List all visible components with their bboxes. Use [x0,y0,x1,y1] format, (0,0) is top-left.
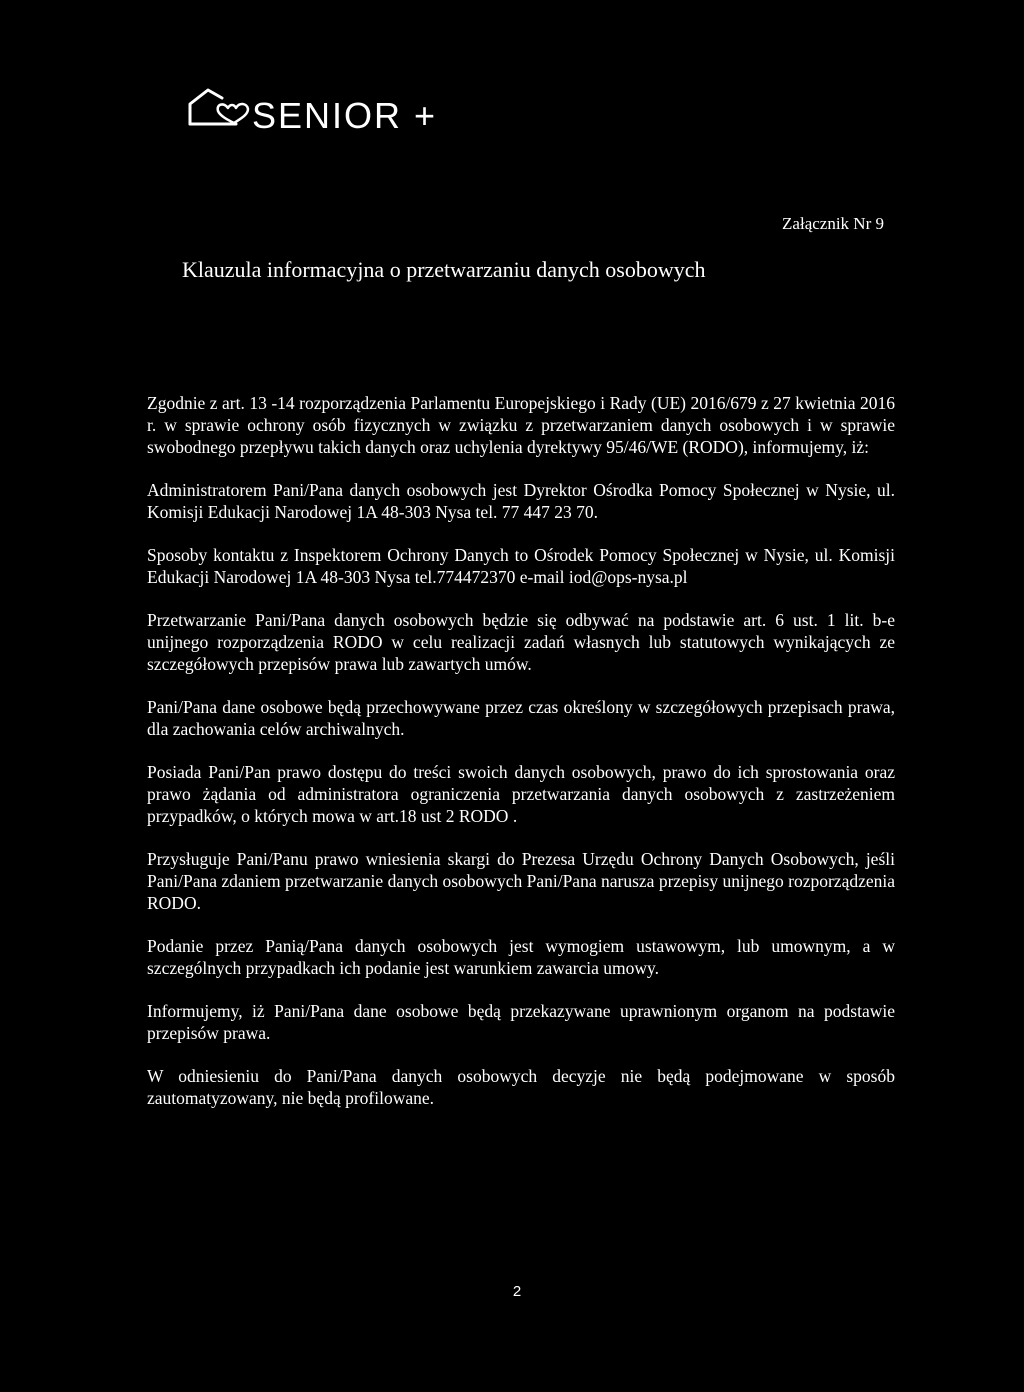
paragraph-legal-basis: Zgodnie z art. 13 -14 rozporządzenia Parlamentu Europejskiego i Rady (UE) 2016/679 z 27 kwietnia 2016 r. w sprawie ochrony osób fizycznych w związku z przetwarzaniem danych osobowych i w sprawie swobodnego przepływu takich danych oraz uchylenia dyrektywy 95/46/WE (RODO), informujemy, iż: [147,393,895,457]
paragraph-requirement: Podanie przez Panią/Pana danych osobowych jest wymogiem ustawowym, lub umownym, a w szczególnych przypadkach ich podanie jest warunkiem zawarcia umowy. [147,936,895,978]
paragraph-automated-decisions: W odniesieniu do Pani/Pana danych osobowych decyzje nie będą podejmowane w sposób zautomatyzowany, nie będą profilowane. [147,1066,895,1108]
page-number: 2 [512,1283,522,1300]
document-body [147,392,895,1130]
paragraph-complaint: Przysługuje Pani/Panu prawo wniesienia skargi do Prezesa Urzędu Ochrony Danych Osobowych, jeśli Pani/Pana zdaniem przetwarzanie danych osobowych Pani/Pana narusza przepisy unijnego rozporządzenia RODO. [147,849,895,913]
paragraph-access-rights: Posiada Pani/Pan prawo dostępu do treści swoich danych osobowych, prawo do ich sprostowania oraz prawo żądania od administratora ograniczenia przetwarzania danych osobowych z zastrzeżeniem przypadków, o których mowa w art.18 ust 2 RODO . [147,762,895,826]
paragraph-processing-basis: Przetwarzanie Pani/Pana danych osobowych będzie się odbywać na podstawie art. 6 ust. 1 lit. b-e unijnego rozporządzenia RODO w celu realizacji zadań własnych lub statutowych wynikających ze szczegółowych przepisów prawa lub zawartych umów. [147,610,895,674]
annex-label: Załącznik Nr 9 [782,214,884,233]
paragraph-recipients: Informujemy, iż Pani/Pana dane osobowe będą przekazywane uprawnionym organom na podstawie przepisów prawa. [147,1001,895,1043]
paragraph-administrator: Administratorem Pani/Pana danych osobowych jest Dyrektor Ośrodka Pomocy Społecznej w Nysie, ul. Komisji Edukacji Narodowej 1A 48-303 Nysa tel. 77 447 23 70. [147,480,895,522]
house-heart-icon [184,84,254,144]
paragraph-dpo-contact: Sposoby kontaktu z Inspektorem Ochrony Danych to Ośrodek Pomocy Społecznej w Nysie, ul. Komisji Edukacji Narodowej 1A 48-303 Nysa tel.774472370 e-mail iod@ops-nysa.pl [147,545,895,587]
logo-text: SENIOR + [252,95,438,136]
document-title: Klauzula informacyjna o przetwarzaniu danych osobowych [182,257,706,282]
senior-plus-logo [184,84,524,154]
paragraph-retention: Pani/Pana dane osobowe będą przechowywane przez czas określony w szczegółowych przepisach prawa, dla zachowania celów archiwalnych. [147,697,895,739]
